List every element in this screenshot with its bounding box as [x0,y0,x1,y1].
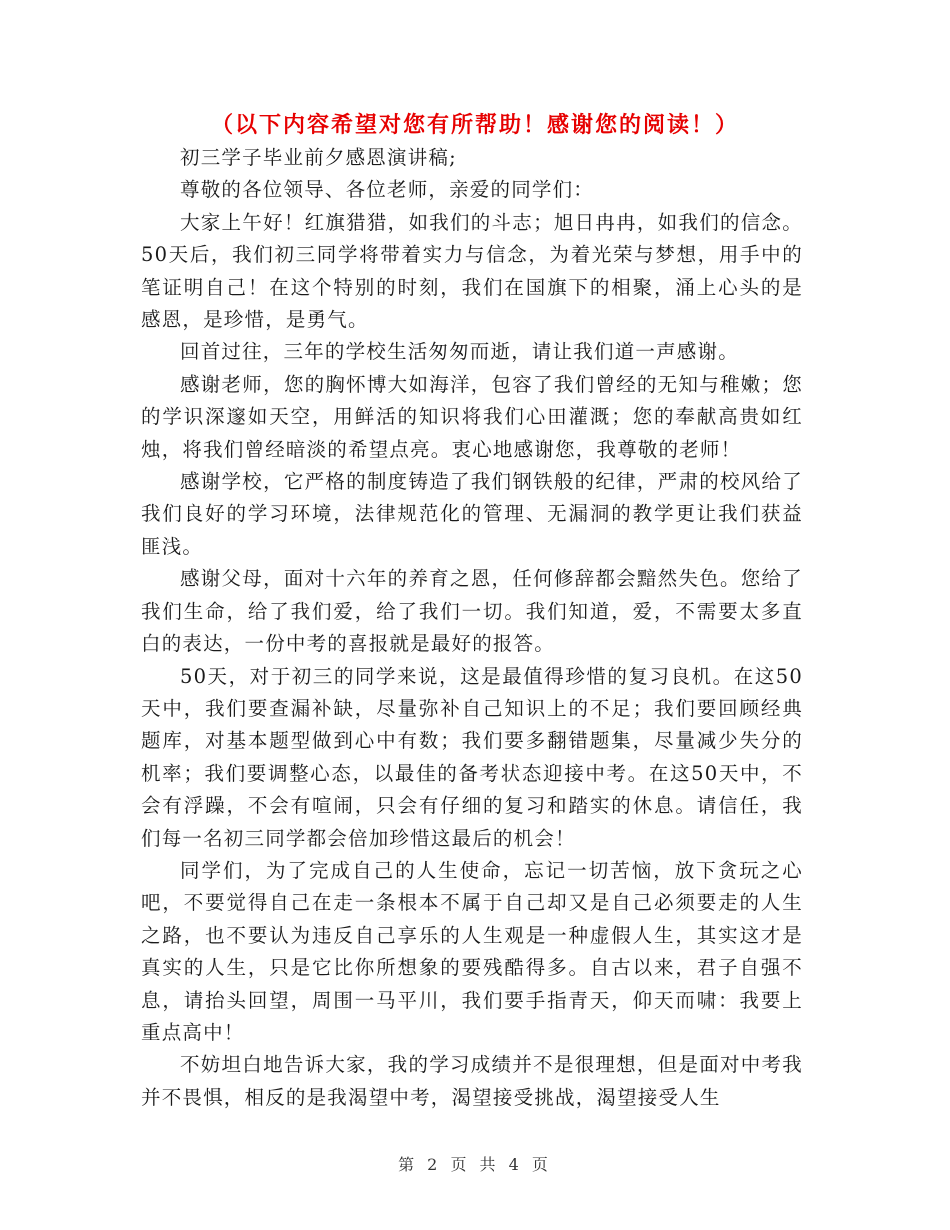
paragraph: 不妨坦白地告诉大家，我的学习成绩并不是很理想，但是面对中考我并不畏惧，相反的是我渴望中考，渴望接受挑战，渴望接受人生 [141,1053,803,1109]
paragraph: 感谢父母，面对十六年的养育之恩，任何修辞都会黯然失色。您给了我们生命，给了我们爱，给了我们一切。我们知道，爱，不需要太多直白的表达，一份中考的喜报就是最好的报答。 [141,567,803,656]
speech-body [141,142,803,1114]
paragraph: 感谢老师，您的胸怀博大如海洋，包容了我们曾经的无知与稚嫩；您的学识深邃如天空，用鲜活的知识将我们心田灌溉；您的奉献高贵如红烛，将我们曾经暗淡的希望点亮。衷心地感谢您，我尊敬的老师！ [141,372,803,461]
paragraph: 感谢学校，它严格的制度铸造了我们钢铁般的纪律，严肃的校风给了我们良好的学习环境，法律规范化的管理、无漏洞的教学更让我们获益匪浅。 [141,470,803,558]
banner-note: （以下内容希望对您有所帮助！感谢您的阅读！） [210,112,739,138]
paragraph: 大家上午好！红旗猎猎，如我们的斗志；旭日冉冉，如我们的信念。50天后，我们初三同学将带着实力与信念，为着光荣与梦想，用手中的笔证明自己！在这个特别的时刻，我们在国旗下的相聚，涌上心头的是感恩，是珍惜，是勇气。 [141,210,803,332]
paragraph: 同学们，为了完成自己的人生使命，忘记一切苦恼，放下贪玩之心吧，不要觉得自己在走一条根本不属于自己却又是自己必须要走的人生之路，也不要认为违反自己享乐的人生观是一种虚假人生，其实这才是真实的人生，只是它比你所想象的要残酷得多。自古以来，君子自强不息，请抬头回望，周围一马平川，我们要手指青天，仰天而啸：我要上重点高中！ [141,858,803,1044]
page-number: 第 2 页 共 4 页 [398,1155,552,1174]
paragraph: 50天，对于初三的同学来说，这是最值得珍惜的复习良机。在这50天中，我们要查漏补缺，尽量弥补自己知识上的不足；我们要回顾经典题库，对基本题型做到心中有数；我们要多翻错题集，尽量减少失分的机率；我们要调整心态，以最佳的备考状态迎接中考。在这50天中，不会有浮躁，不会有喧闹，只会有仔细的复习和踏实的休息。请信任，我们每一名初三同学都会倍加珍惜这最后的机会！ [141,664,803,850]
paragraph: 回首过往，三年的学校生活匆匆而逝，请让我们道一声感谢。 [180,340,739,364]
speech-title: 初三学子毕业前夕感恩演讲稿; [180,146,457,169]
salutation: 尊敬的各位领导、各位老师，亲爱的同学们： [180,178,595,202]
